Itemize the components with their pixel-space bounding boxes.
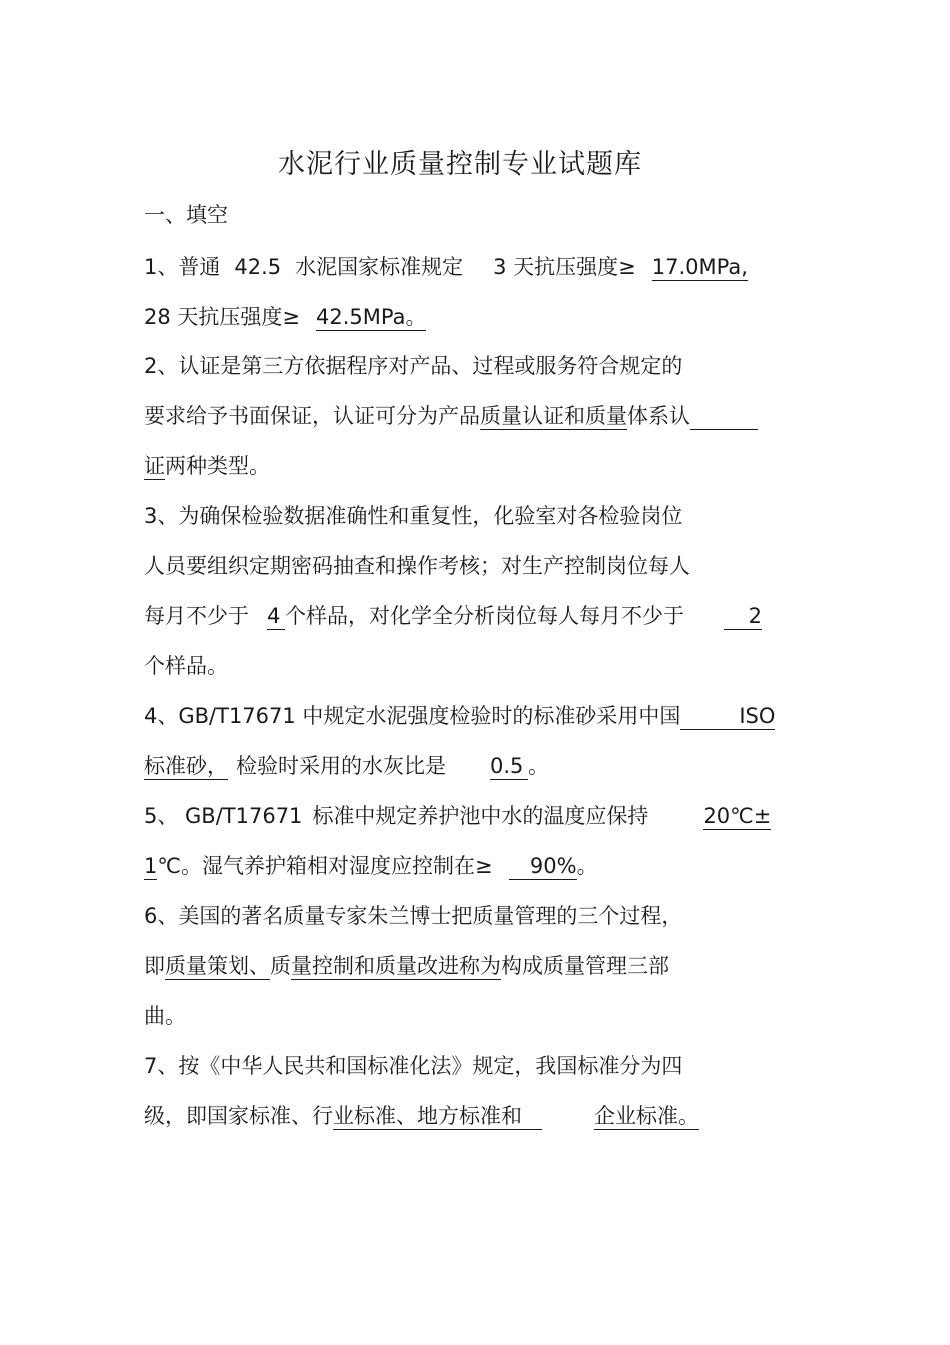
q2-text: 要求给予书面保证，认证可分为产品: [144, 404, 480, 428]
q7-answer: 业标准、地方标准和: [333, 1104, 522, 1128]
q4-answer: ISO: [680, 703, 775, 730]
question-4-line-1: [144, 701, 775, 731]
question-5-line-1: [144, 801, 771, 831]
section-heading: 一、填空: [144, 203, 228, 227]
q6-text: 构成质量管理三部: [501, 954, 669, 978]
q2-text: 两种类型。: [165, 454, 270, 478]
q5-answer: 90%: [509, 853, 577, 880]
question-2-line-2: [144, 401, 758, 431]
question-2-line-3: [144, 451, 270, 481]
q3-answer: 2: [724, 603, 762, 630]
question-3-line-2: 人员要组织定期密码抽查和操作考核；对生产控制岗位每人: [144, 554, 690, 578]
q3-answer: 4: [267, 603, 285, 630]
q4-text: 4、GB/T17671 中规定水泥强度检验时的标准砂采用中国: [144, 704, 681, 728]
q4-answer: 0.5: [490, 753, 528, 780]
q5-text: 标准中规定养护池中水的温度应保持: [312, 804, 649, 828]
q3-text: 个样品，对化学全分析岗位每人每月不少于: [285, 604, 684, 628]
q6-answer: 质量策划、: [165, 954, 270, 978]
question-3-line-1: 3、为确保检验数据准确性和重复性，化验室对各检验岗位: [144, 504, 683, 528]
q2-answer: 证: [144, 454, 165, 478]
q1-text: 3 天抗压强度≥: [493, 255, 636, 279]
q5-text: 5、 GB/T17671: [144, 804, 303, 828]
q1-answer: 42.5MPa。: [316, 305, 427, 329]
q5-text: ℃。湿气养护箱相对湿度应控制在≥: [157, 854, 493, 878]
q1-text: 28 天抗压强度≥: [144, 305, 300, 329]
question-2-line-1: 2、认证是第三方依据程序对产品、过程或服务符合规定的: [144, 354, 683, 378]
q1-text: 42.5: [234, 255, 282, 279]
q4-text: 检验时采用的水灰比是: [236, 754, 446, 778]
q6-answer: 改进称为: [417, 954, 501, 978]
question-7-line-1: 7、按《中华人民共和国标准化法》规定，我国标准分为四: [144, 1054, 683, 1078]
q1-text: 水泥国家标准规定: [295, 255, 464, 279]
question-6-line-1: 6、美国的著名质量专家朱兰博士把质量管理的三个过程，: [144, 904, 683, 928]
q7-text: 级，即国家标准、行: [144, 1104, 333, 1128]
question-7-line-2: [144, 1101, 699, 1131]
question-5-line-2: [144, 851, 598, 881]
q7-answer: 企业标准。: [594, 1104, 699, 1128]
q3-text: 每月不少于: [144, 604, 249, 628]
q1-answer: 17.0MPa,: [651, 255, 748, 279]
question-3-line-4: 个样品。: [144, 654, 228, 678]
question-6-line-3: 曲。: [144, 1004, 186, 1028]
question-4-line-2: [144, 751, 549, 781]
q5-text: 。: [576, 854, 598, 878]
q6-text: 质: [270, 954, 291, 978]
question-1-line-2: [144, 302, 426, 332]
page-title: 水泥行业质量控制专业试题库: [278, 149, 642, 180]
question-3-line-3: [144, 601, 762, 631]
q1-text: 1、普通: [144, 255, 221, 279]
q6-answer: 量控制和质量: [291, 954, 417, 978]
q2-answer: 质量认证和质量: [480, 404, 627, 428]
q4-text: 。: [528, 754, 549, 778]
q4-answer: 标准砂，: [144, 754, 228, 778]
q6-text: 即: [144, 954, 165, 978]
q2-text: 体系认: [627, 404, 690, 428]
question-1-line-1: [144, 252, 748, 282]
question-6-line-2: [144, 951, 669, 981]
q5-answer: 1: [144, 854, 158, 878]
q5-answer: 20℃±: [703, 804, 772, 828]
